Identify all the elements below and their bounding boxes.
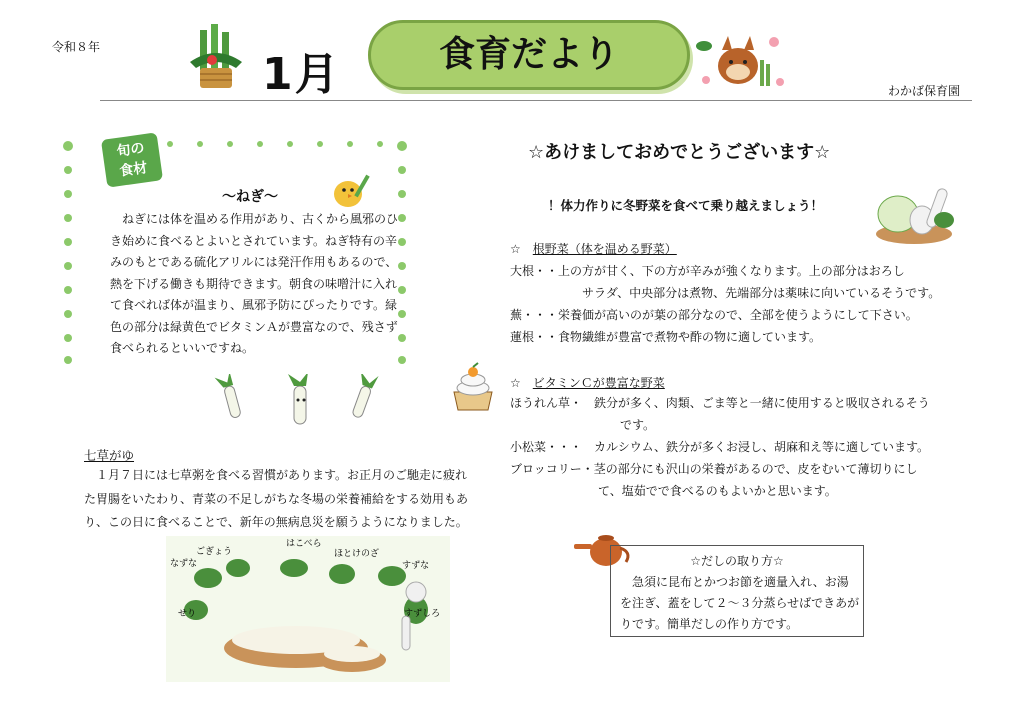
title-banner <box>368 20 690 90</box>
newsletter-title: 食育だより <box>438 34 619 75</box>
horse-illustration <box>694 30 786 92</box>
new-year-greeting: ☆あけましておめでとうございます☆ <box>528 142 831 163</box>
green-onion-characters <box>212 374 392 430</box>
nanakusa-title: 七草がゆ <box>84 448 135 463</box>
nanakusa-body: １月７日には七草粥を食べる習慣があります。お正月のご馳走に疲れた胃腸をいたわり、青菜の不足しがちな冬場の栄養補給をする効用もあり、この日に食べることで、新年の無病息災を願うようになりました。 <box>84 468 469 529</box>
roots-line: サラダ、中央部分は煮物、先端部分は薬味に向いているそうです。 <box>582 286 941 300</box>
herb-hakobera: はこべら <box>286 539 322 549</box>
vitc-line: て、塩茹でで食べるのもよいかと思います。 <box>598 484 837 498</box>
school-name: わかば保育園 <box>888 84 961 98</box>
vitc-heading <box>510 374 665 391</box>
herb-suzuna: すずな <box>402 561 430 571</box>
dashi-title: ☆だしの取り方☆ <box>690 554 784 568</box>
header-divider <box>100 100 972 101</box>
winter-vegetables-illustration <box>874 180 958 246</box>
herb-hotokenoza: ほとけのざ <box>334 549 380 559</box>
roots-heading-text: 根野菜（体を温める野菜） <box>532 242 677 256</box>
era-label: 令和８年 <box>52 40 101 54</box>
herb-suzushiro: すずしろ <box>404 609 441 619</box>
seasonal-body: ねぎには体を温める作用があり、古くから風邪のひき始めに食べるとよいとされています。ねぎ特有の辛みのもとである硫化アリルには発汗作用もあるので、熱を下げる働きも期待できます。朝食の味噌汁に入れて食べれば体が温まり、風邪予防にぴったりです。緑色の部分は緑黄色でビタミンＡが豊富なので、残さず食べられるといいですね。 <box>110 212 399 355</box>
kadomatsu-illustration <box>186 22 246 92</box>
badge-line2: 食材 <box>118 160 149 180</box>
vitc-heading-text: ビタミンＣが豊富な野菜 <box>532 376 665 390</box>
vitc-heading-star: ☆ <box>510 376 521 390</box>
vitc-line: ほうれん草・ 鉄分が多く、肉類、ごま等と一緒に使用すると吸収されるそう <box>510 396 930 410</box>
badge-line1: 旬の <box>115 140 146 160</box>
month-label: 1月 <box>262 49 341 100</box>
roots-line: 蕪・・・栄養価が高いのが葉の部分なので、全部を使うようにして下さい。 <box>510 308 918 322</box>
roots-heading-star: ☆ <box>510 242 521 256</box>
seasonal-badge <box>101 132 163 187</box>
lead-message: ！体力作りに冬野菜を食べて乗り越えましょう！ <box>548 198 824 213</box>
herb-nazuna: なずな <box>170 559 198 569</box>
vitc-line: 小松菜・・・ カルシウム、鉄分が多くお浸し、胡麻和え等に適しています。 <box>510 440 929 454</box>
seasonal-title: ～ねぎ～ <box>222 189 278 205</box>
herb-seri: せり <box>178 609 197 619</box>
kagami-mochi-illustration <box>448 362 498 412</box>
vitc-line: です。 <box>620 418 656 432</box>
dashi-body: 急須に昆布とかつお節を適量入れ、お湯を注ぎ、蓋をして２～３分蒸らせばできあがりです。簡単だしの作り方です。 <box>620 575 860 631</box>
vitc-line: ブロッコリー・茎の部分にも沢山の栄養があるので、皮をむいて薄切りにし <box>510 462 918 476</box>
roots-heading <box>510 240 677 257</box>
roots-line: 蓮根・・食物繊維が豊富で煮物や酢の物に適しています。 <box>510 330 822 344</box>
herb-gogyou: ごぎょう <box>196 547 233 557</box>
roots-line: 大根・・上の方が甘く、下の方が辛みが強くなります。上の部分はおろし <box>510 264 905 278</box>
chick-illustration <box>330 170 374 210</box>
nanakusa-illustration <box>166 536 450 682</box>
